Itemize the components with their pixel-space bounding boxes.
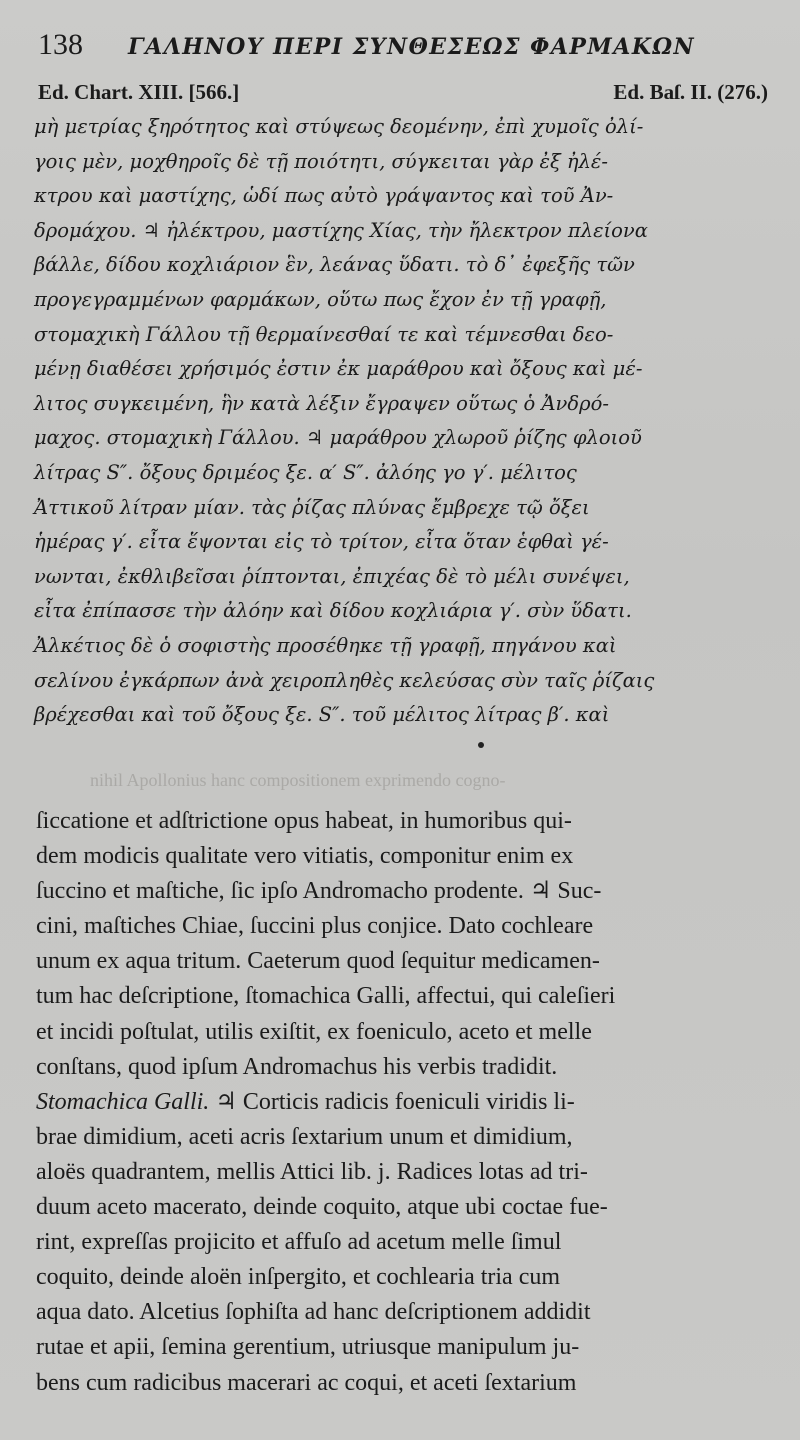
edition-basel: Ed. Baſ. II. (276.) xyxy=(613,80,768,104)
greek-line: εἶτα ἐπίπασσε τὴν ἀλόην καὶ δίδου κοχλιάρια γ′. σὺν ὕδατι. xyxy=(34,599,632,623)
latin-text-segment: aqua dato. Alcetius ſophiſta ad hanc deſcriptionem addidit xyxy=(36,1299,591,1326)
latin-line xyxy=(36,1330,766,1365)
latin-line xyxy=(36,1015,766,1050)
latin-text-segment: rint, expreſſas projicito et affuſo ad acetum melle ſimul xyxy=(36,1229,562,1256)
greek-line: μένῃ διαθέσει χρήσιμός ἐστιν ἐκ μαράθρου καὶ ὄξους καὶ μέ- xyxy=(34,357,643,381)
latin-line xyxy=(36,1295,766,1330)
latin-line xyxy=(36,1225,766,1260)
latin-line xyxy=(36,944,766,979)
latin-text-segment: rutae et apii, ſemina gerentium, utriusque manipulum ju- xyxy=(36,1334,580,1361)
greek-line: μαχος. στομαχικὴ Γάλλου. ♃ μαράθρου χλωροῦ ῥίζης φλοιοῦ xyxy=(34,426,642,450)
running-head xyxy=(38,26,768,70)
latin-line xyxy=(36,1085,766,1120)
greek-line: μὴ μετρίας ξηρότητος καὶ στύψεως δεομένην, ἐπὶ χυμοῖς ὀλί- xyxy=(34,115,644,138)
latin-text-segment: bens cum radicibus macerari ac coqui, et aceti ſextarium xyxy=(36,1369,577,1396)
greek-line: Ἀττικοῦ λίτραν μίαν. τὰς ῥίζας πλύνας ἔμβρεχε τῷ ὄξει xyxy=(34,495,590,519)
greek-line: προγεγραμμένων φαρμάκων, οὕτω πως ἔχον ἐν τῇ γραφῇ, xyxy=(34,287,607,311)
running-title: ΓΑΛΗΝΟΥ ΠΕΡΙ ΣΥΝΘΕΣΕΩΣ ΦΑΡΜΑΚΩΝ xyxy=(128,34,696,60)
latin-text-segment: unum ex aqua tritum. Caeterum quod ſequitur medicamen- xyxy=(36,948,600,975)
greek-line: γοις μὲν, μοχθηροῖς δὲ τῇ ποιότητι, σύγκειται γὰρ ἐξ ἠλέ- xyxy=(34,149,608,173)
latin-text-segment: ſuccino et maſtiche, ſic ipſo Andromacho prodente. ♃ Suc- xyxy=(36,878,602,905)
greek-line: στομαχικὴ Γάλλου τῇ θερμαίνεσθαί τε καὶ τέμνεσθαι δεο- xyxy=(34,322,614,346)
latin-line xyxy=(36,1260,766,1295)
latin-line xyxy=(36,1366,766,1401)
latin-text-segment: duum aceto macerato, deinde coquito, atque ubi coctae fue- xyxy=(36,1194,608,1221)
latin-line xyxy=(36,839,766,874)
latin-italic-heading: Stomachica Galli. xyxy=(36,1088,210,1115)
greek-line: βάλλε, δίδου κοχλιάριον ἓν, λεάνας ὕδατι. τὸ δ᾽ ἐφεξῆς τῶν xyxy=(34,253,635,277)
greek-text-block xyxy=(34,110,770,733)
greek-line: λιτος συγκειμένη, ἣν κατὰ λέξιν ἔγραψεν οὕτως ὁ Ἀνδρό- xyxy=(34,391,609,415)
latin-line xyxy=(36,804,766,839)
greek-line: σελίνου ἐγκάρπων ἀνὰ χειροπληθὲς κελεύσας σὺν ταῖς ῥίζαις xyxy=(34,668,655,692)
greek-line: νωνται, ἐκθλιβεῖσαι ῥίπτονται, ἐπιχέας δὲ τὸ μέλι συνέψει, xyxy=(34,564,630,588)
latin-line xyxy=(36,909,766,944)
latin-text-segment: brae dimidium, aceti acris ſextarium unum et dimidium, xyxy=(36,1123,573,1150)
greek-line: βρέχεσθαι καὶ τοῦ ὄξους ξε. S″. τοῦ μέλιτος λίτρας β′. καὶ xyxy=(34,703,610,727)
latin-line xyxy=(36,1190,766,1225)
latin-line xyxy=(36,1050,766,1085)
greek-line: ἡμέρας γ′. εἶτα ἕψονται εἰς τὸ τρίτον, εἶτα ὅταν ἑφθαὶ γέ- xyxy=(34,530,609,554)
greek-line: λίτρας S″. ὄξους δριμέος ξε. α′ S″. ἀλόης γο γ′. μέλιτος xyxy=(34,460,577,484)
latin-text-segment: aloës quadrantem, mellis Attici lib. j. Radices lotas ad tri- xyxy=(36,1158,588,1185)
latin-text-segment: tum hac deſcriptione, ſtomachica Galli, affectui, qui caleſieri xyxy=(36,983,616,1010)
latin-text-segment: coquito, deinde aloën inſpergito, et cochlearia tria cum xyxy=(36,1264,561,1291)
bleed-through-text: nihil Apollonius hanc compositionem exprimendo cogno- xyxy=(90,770,506,790)
greek-line: κτρου καὶ μαστίχης, ὡδί πως αὐτὸ γράψαντος καὶ τοῦ Ἀν- xyxy=(34,184,614,208)
latin-text-segment: ſiccatione et adſtrictione opus habeat, in humoribus qui- xyxy=(36,808,572,834)
edition-references xyxy=(38,80,768,114)
section-dot xyxy=(478,742,484,748)
page-number: 138 xyxy=(38,28,83,61)
latin-text-segment: ♃ Corticis radicis foeniculi viridis li- xyxy=(209,1088,575,1115)
latin-text-segment: et incidi poſtulat, utilis exiſtit, ex foeniculo, aceto et melle xyxy=(36,1018,592,1045)
latin-text-segment: conſtans, quod ipſum Andromachus his verbis tradidit. xyxy=(36,1053,558,1080)
edition-chartier: Ed. Chart. XIII. [566.] xyxy=(38,80,240,104)
latin-text-segment: dem modicis qualitate vero vitiatis, componitur enim ex xyxy=(36,843,574,870)
latin-line xyxy=(36,979,766,1014)
latin-line xyxy=(36,1155,766,1190)
latin-text-segment: cini, maſtiches Chiae, ſuccini plus conjice. Dato cochleare xyxy=(36,913,594,940)
greek-line: δρομάχου. ♃ ἠλέκτρου, μαστίχης Χίας, τὴν ἤλεκτρον πλείονα xyxy=(34,218,648,242)
latin-line xyxy=(36,874,766,909)
greek-line: Ἀλκέτιος δὲ ὁ σοφιστὴς προσέθηκε τῇ γραφῇ, πηγάνου καὶ xyxy=(34,633,617,657)
latin-line xyxy=(36,1120,766,1155)
latin-text-block xyxy=(36,804,766,1401)
